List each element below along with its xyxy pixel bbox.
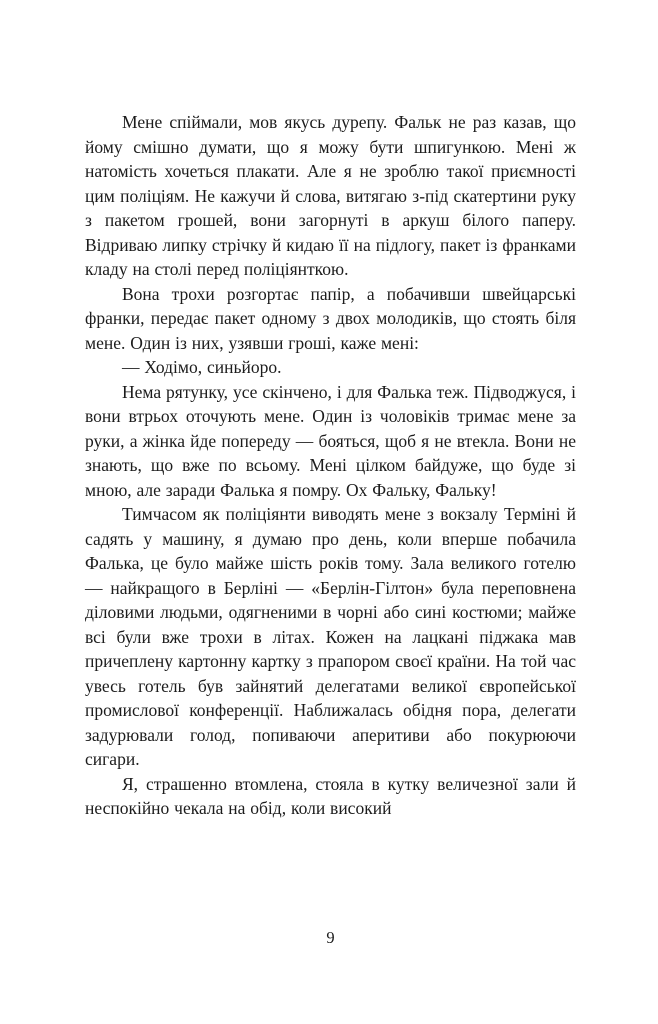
page-number: 9 [326, 928, 335, 947]
paragraph: Мене спіймали, мов якусь дурепу. Фальк не раз казав, що йому смішно думати, що я можу бути шпигункою. Мені ж натомість хочеться плакати. Але я не зроблю такої приємності цим поліціям. Не кажучи й слова, витягаю з-під скатертини руку з пакетом грошей, вони загорнуті в аркуш білого паперу. Відриваю липку стрічку й кидаю її на підлогу, пакет із франками кладу на столі перед поліціянткою. [85, 112, 576, 279]
page-footer [85, 928, 576, 948]
page-text [85, 110, 576, 821]
paragraph: Нема рятунку, усе скінчено, і для Фалька теж. Підводжуся, і вони втрьох оточують мене. Один із чоловіків тримає мене за руки, а жінка йде попереду — бояться, щоб я не втекла. Вони не знають, що вже по всьому. Мені цілком байдуже, що буде зі мною, але заради Фалька я помру. Ох Фальку, Фальку! [85, 381, 576, 500]
paragraph: Тимчасом як поліціянти виводять мене з вокзалу Терміні й садять у машину, я думаю про день, коли вперше побачила Фалька, це було майже шість років тому. Зала великого готелю — найкращого в Берліні — «Берлін-Гілтон» була переповнена діловими людьми, одягненими в чорні або сині костюми; майже всі були вже трохи в літах. Кожен на лацкані піджака мав причеплену картонну картку з прапором своєї країни. На той час увесь готель був зайнятий делегатами великої європейської промислової конференції. Наближалась обідня пора, делегати задурювали голод, попиваючи аперитиви або покурюючи сигари. [85, 504, 576, 769]
paragraph: Вона трохи розгортає папір, а побачивши швейцарські франки, передає пакет одному з двох молодиків, що стоять біля мене. Один із них, узявши гроші, каже мені: [85, 283, 576, 353]
paragraph: Я, страшенно втомлена, стояла в кутку величезної зали й неспокійно чекала на обід, коли високий [85, 773, 576, 818]
paragraph-dialogue: — Ходімо, синьйоро. [122, 357, 282, 377]
